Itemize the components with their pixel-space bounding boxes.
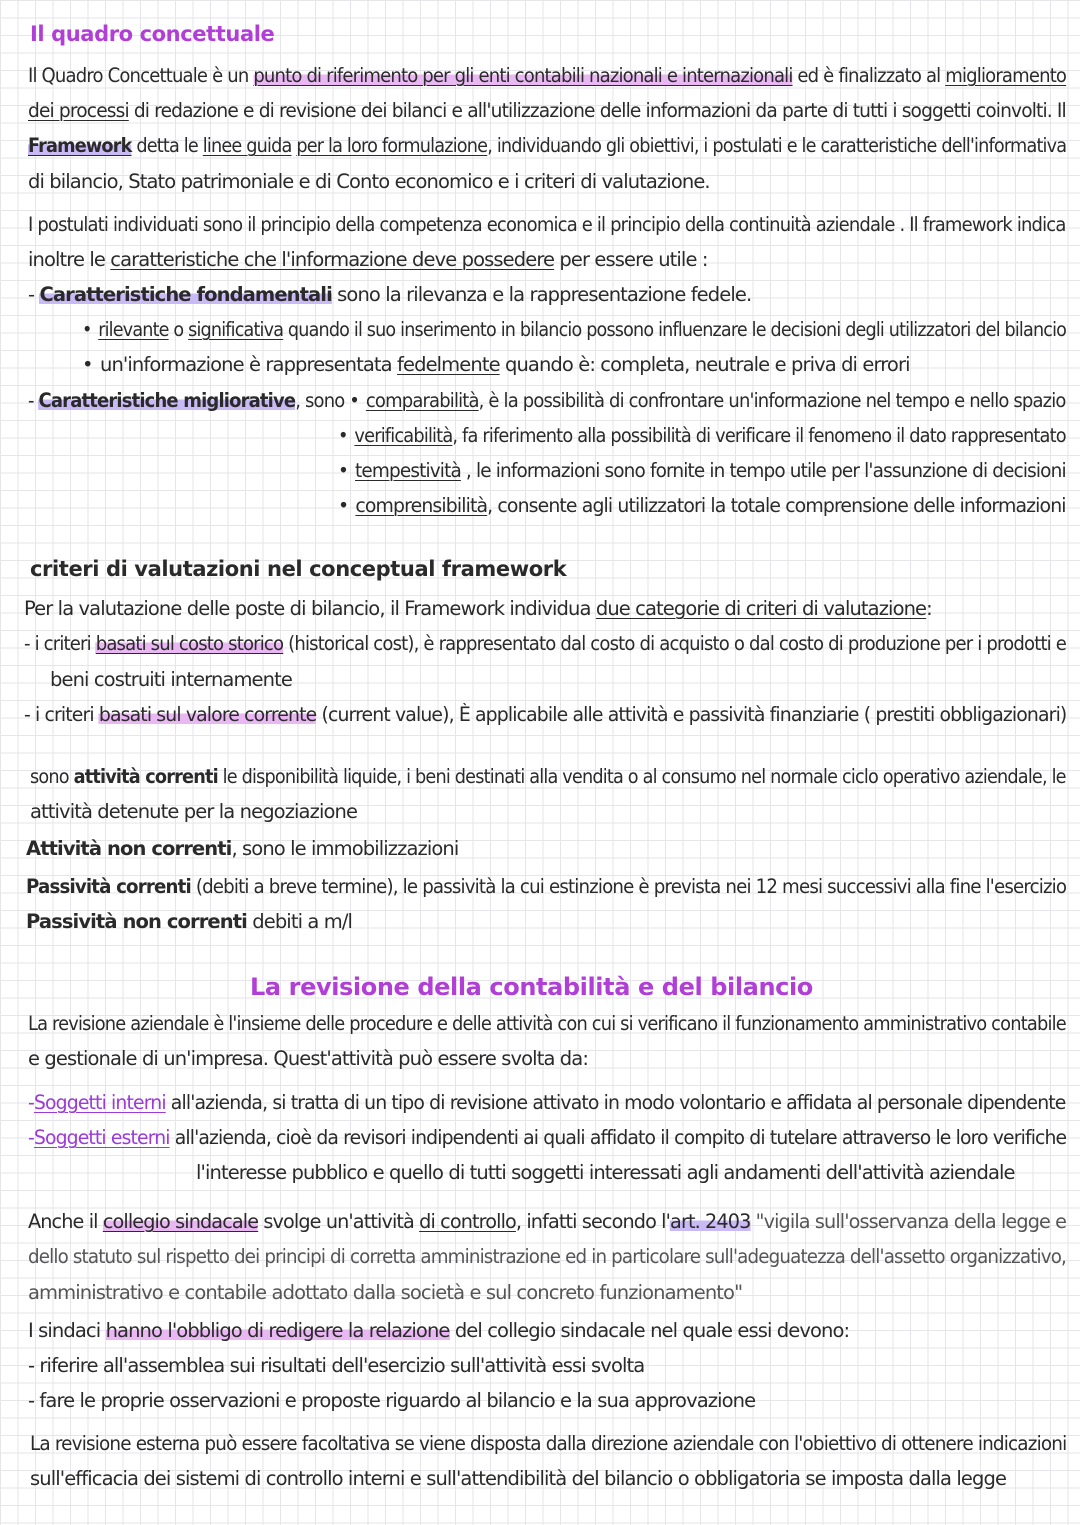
bullet: •: [82, 353, 93, 376]
dash: -: [28, 389, 39, 412]
paragraph-line: [50, 668, 292, 692]
underline: due categorie di criteri di valutazione: [595, 597, 927, 620]
text: debiti a m/l: [246, 910, 353, 933]
text: , sono le immobilizzazioni: [231, 837, 459, 860]
paragraph-line: [28, 1319, 849, 1343]
text: l'interesse pubblico e quello di tutti soggetti interessati agli andamenti dell'attività aziendale: [196, 1161, 1015, 1184]
underline: tempestività: [355, 459, 461, 482]
text: ed è finalizzato al: [792, 64, 946, 87]
paragraph-line: [26, 837, 458, 861]
keyword: Caratteristiche migliorative: [38, 389, 296, 412]
bullet-item: [338, 494, 1066, 518]
text: La revisione aziendale è l'insieme delle procedure e delle attività con cui si verificano il funzionamento amministrativo contabile: [28, 1012, 1066, 1035]
bullet: •: [338, 424, 348, 447]
quote: amministrativo e contabile adottato dalla società e sul concreto funzionamento": [28, 1281, 743, 1304]
dash: -: [28, 1091, 34, 1114]
underline: di controllo: [419, 1210, 516, 1233]
text: , consente agli utilizzatori la totale comprensione delle informazioni: [487, 494, 1066, 517]
underline: comparabilità: [365, 389, 479, 412]
bullet: •: [338, 494, 349, 517]
list-item: [28, 1389, 755, 1413]
keyword: Passività correnti: [26, 875, 191, 898]
paragraph-line: [30, 800, 357, 824]
text: all'azienda, si tratta di un tipo di revisione attivato in modo volontario e affidata al personale dipendente: [165, 1091, 1066, 1114]
text: quando è: completa, neutrale e priva di errori: [499, 353, 910, 376]
paragraph-line: [28, 1047, 588, 1071]
paragraph-line: [30, 1432, 1066, 1456]
paragraph-line: [28, 248, 708, 272]
text: - i criteri: [24, 632, 96, 655]
underline: comprensibilità: [355, 494, 488, 517]
text: , sono: [295, 389, 350, 412]
highlight: basati sul valore corrente: [98, 703, 317, 726]
text: (debiti a breve termine), le passività la cui estinzione è prevista nei 12 mesi successivi alla fine l'esercizio: [190, 875, 1067, 898]
highlight: art. 2403: [670, 1210, 751, 1233]
paragraph-line: [26, 910, 352, 934]
paragraph-line: [24, 597, 932, 621]
bullet-item: [82, 353, 910, 377]
text: Per la valutazione delle poste di bilancio, il Framework individua: [24, 597, 596, 620]
underline: linee guida: [202, 134, 292, 157]
text: Anche il: [28, 1210, 103, 1233]
text: per essere utile :: [554, 248, 708, 271]
list-item: [24, 632, 1066, 656]
paragraph-line: [28, 1210, 1066, 1234]
paragraph-line: [28, 99, 1066, 123]
highlight: hanno l'obbligo di redigere la relazione: [105, 1319, 450, 1342]
dash: -: [28, 1126, 34, 1149]
keyword: Passività non correnti: [26, 910, 247, 933]
text: beni costruiti internamente: [50, 668, 292, 691]
list-item: [28, 389, 1066, 413]
paragraph-line: [30, 765, 1066, 789]
text: I postulati individuati sono il principio della competenza economica e il principio della continuità aziendale . Il framework indica: [28, 213, 1066, 236]
paragraph-line: [28, 134, 1066, 158]
text: e gestionale di un'impresa. Quest'attività può essere svolta da:: [28, 1047, 588, 1070]
text: sono la rilevanza e la rappresentazione fedele.: [331, 283, 752, 306]
text: :: [926, 597, 932, 620]
text: svolge un'attività: [258, 1210, 420, 1233]
paragraph-line: [28, 1012, 1066, 1036]
underline: miglioramento: [945, 64, 1067, 87]
paragraph-line: [28, 213, 1066, 237]
underline: Soggetti interni: [33, 1091, 166, 1114]
paragraph-line: [28, 64, 1066, 88]
text: o: [168, 318, 189, 341]
dash: -: [28, 283, 40, 306]
bullet-item: [338, 424, 1066, 448]
text: , le informazioni sono fornite in tempo utile per l'assunzione di decisioni: [460, 459, 1066, 482]
text: Il Quadro Concettuale è un: [28, 64, 254, 87]
text: (historical cost), è rappresentato dal costo di acquisto o dal costo di produzione per i prodotti e: [283, 632, 1067, 655]
quote-line: [28, 1245, 1066, 1269]
list-item: [28, 283, 751, 307]
paragraph-line: [26, 875, 1066, 899]
list-item: [28, 1126, 1066, 1150]
highlight: collegio sindacale: [102, 1210, 259, 1233]
underline: per la loro formulazione: [296, 134, 488, 157]
text: , fa riferimento alla possibilità di verificare il fenomeno il dato rappresentato: [452, 424, 1066, 447]
highlight: punto di riferimento per gli enti contabili nazionali e internazionali: [253, 64, 793, 87]
keyword: Framework: [28, 134, 132, 157]
text: attività detenute per la negoziazione: [30, 800, 358, 823]
text: di redazione e di revisione dei bilanci e all'utilizzazione delle informazioni da parte di tutti i soggetti coinvolti. Il: [128, 99, 1066, 122]
text: sono: [30, 765, 74, 788]
quote: dello statuto sul rispetto dei principi di corretta amministrazione ed in particolare sull'adeguatezza dell'assetto organizzativo,: [28, 1245, 1066, 1268]
text: - fare le proprie osservazioni e proposte riguardo al bilancio e la sua approvazione: [28, 1389, 756, 1412]
text: , infatti secondo l': [515, 1210, 671, 1233]
text: di bilancio, Stato patrimoniale e di Conto economico e i criteri di valutazione.: [28, 170, 710, 193]
section-title-revisione: La revisione della contabilità e del bilancio: [250, 973, 813, 1001]
keyword: attività correnti: [73, 765, 218, 788]
list-item: [28, 1091, 1066, 1115]
highlight: basati sul costo storico: [95, 632, 284, 655]
underline: dei processi: [28, 99, 129, 122]
keyword: Caratteristiche fondamentali: [39, 283, 332, 306]
text: La revisione esterna può essere facoltativa se viene disposta dalla direzione aziendale con l'obiettivo di ottenere indicazioni: [30, 1432, 1067, 1455]
text: del collegio sindacale nel quale essi devono:: [449, 1319, 850, 1342]
underline: fedelmente: [397, 353, 500, 376]
text: detta le: [131, 134, 203, 157]
text: , individuando gli obiettivi, i postulati e le caratteristiche dell'informativa: [487, 134, 1067, 157]
underline: rilevante: [98, 318, 169, 341]
text: quando il suo inserimento in bilancio possono influenzare le decisioni degli utilizzatori del bilancio: [283, 318, 1067, 341]
text: I sindaci: [28, 1319, 106, 1342]
underline: Soggetti esterni: [33, 1126, 170, 1149]
list-item: [24, 703, 1066, 727]
quote: "vigila sull'osservanza della legge e: [750, 1210, 1067, 1233]
section-title-quadro: Il quadro concettuale: [30, 22, 275, 46]
bullet-item: [82, 318, 1066, 342]
paragraph-line: [28, 170, 710, 194]
text: , è la possibilità di confrontare un'informazione nel tempo e nello spazio: [478, 389, 1066, 412]
underline: caratteristiche che l'informazione deve possedere: [110, 248, 555, 271]
text: - riferire all'assemblea sui risultati dell'esercizio sull'attività essi svolta: [28, 1354, 645, 1377]
bullet: •: [349, 389, 360, 412]
section-title-criteri: criteri di valutazioni nel conceptual framework: [30, 557, 567, 581]
bullet: •: [82, 318, 92, 341]
text: all'azienda, cioè da revisori indipendenti ai quali affidato il compito di tutelare attraverso le loro verifiche: [169, 1126, 1067, 1149]
text: un'informazione è rappresentata: [100, 353, 398, 376]
paragraph-line: [30, 1467, 1006, 1491]
underline: verificabilità: [354, 424, 453, 447]
underline: significativa: [188, 318, 284, 341]
quote-line: [28, 1281, 742, 1305]
text: - i criteri: [24, 703, 99, 726]
text: le disponibilità liquide, i beni destinati alla vendita o al consumo nel normale ciclo operativo aziendale, le: [217, 765, 1066, 788]
bullet-item: [338, 459, 1066, 483]
paragraph-line: [196, 1161, 1015, 1185]
keyword: Attività non correnti: [26, 837, 232, 860]
list-item: [28, 1354, 644, 1378]
text: inoltre le: [28, 248, 111, 271]
text: sull'efficacia dei sistemi di controllo interni e sull'attendibilità del bilancio o obbligatoria se imposta dalla legge: [30, 1467, 1007, 1490]
text: (current value), È applicabile alle attività e passività finanziarie ( prestiti obbligazionari): [316, 703, 1067, 726]
bullet: •: [338, 459, 349, 482]
